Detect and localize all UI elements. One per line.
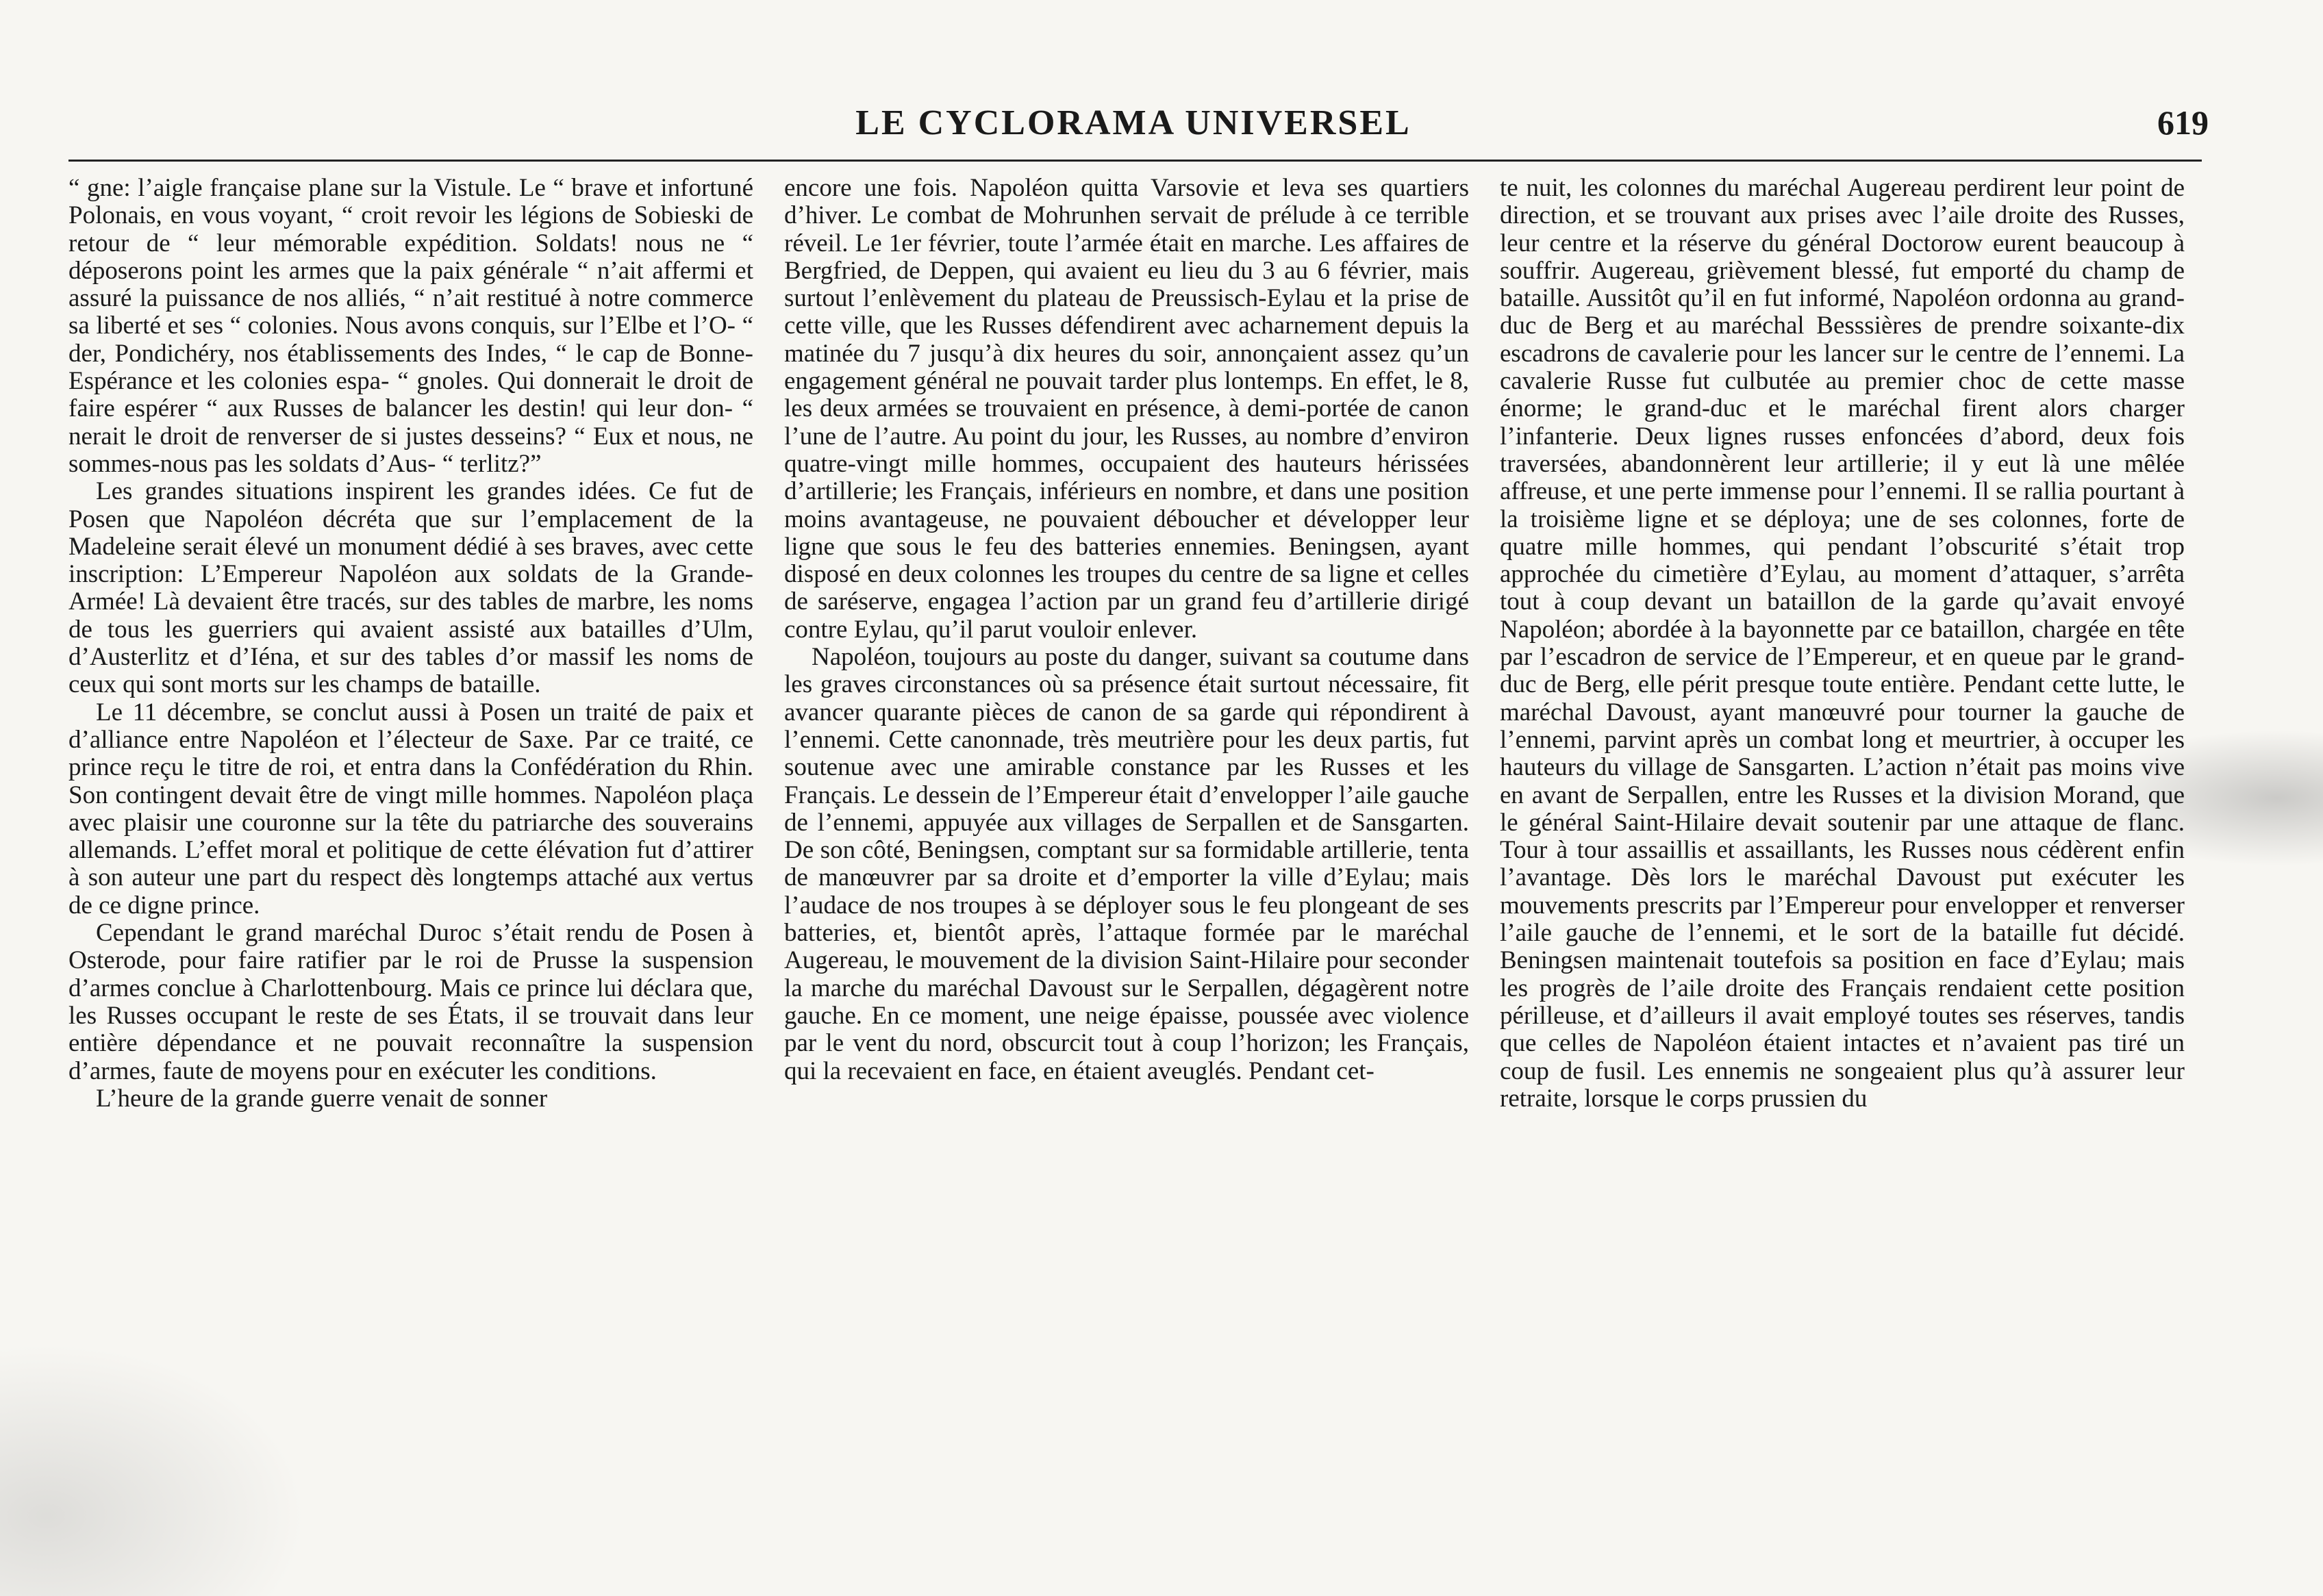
text-column-2 [784,175,1469,1475]
paragraph: Le 11 décembre, se conclut aussi à Posen un traité de paix et d’alliance entre Napoléon et l’électeur de Saxe. Par ce traité, ce prince reçu le titre de roi, et entra dans la Confédération du Rhin. Son contingent devait être de vingt mille hommes. Napoléon plaça avec plaisir une couronne sur la tête du patriarche des souverains allemands. L’effet moral et politique de cette élévation fut d’attirer à son auteur une part du respect dès longtemps attaché aux vertus de ce digne prince. [68,698,753,920]
header-rule [68,160,2202,162]
paragraph: L’heure de la grande guerre venait de sonner [96,1084,548,1113]
page-number: 619 [2157,103,2209,142]
paragraph: encore une fois. Napoléon quitta Varsovie et leva ses quartiers d’hiver. Le combat de Mohrunhen servait de prélude à ce terrible réveil. Le 1er février, toute l’armée était en marche. Les affaires de Bergfried, de Deppen, qui avaient eu lieu du 3 au 6 février, mais surtout l’enlèvement du plateau de Preussisch-Eylau et la prise de cette ville, que les Russes défendirent avec acharnement depuis la matinée du 7 jusqu’à dix heures du soir, annonçaient assez qu’un engagement général ne pouvait tarder plus lontemps. En effet, le 8, les deux armées se trouvaient en présence, à demi-portée de canon l’une de l’autre. Au point du jour, les Russes, au nombre d’environ quatre-vingt mille hommes, occupaient des hauteurs hérissées d’artillerie; les Français, inférieurs en nombre, et dans une position moins avantageuse, ne pouvaient déboucher et développer leur ligne que sous le feu des batteries ennemies. Beningsen, ayant disposé en deux colonnes les troupes du centre de sa ligne et celles de saréserve, engagea l’action par un grand feu d’artillerie dirigé contre Eylau, qu’il parut vouloir enlever. [784,175,1469,644]
paragraph: “ gne: l’aigle française plane sur la Vistule. Le “ brave et infortuné Polonais, en vous voyant, “ croit revoir les légions de Sobieski de retour de “ leur mémorable expédition. Soldats! nous ne “ déposerons point les armes que la paix générale “ n’ait affermi et assuré la puissance de nos alliés, “ n’ait restitué à notre commerce sa liberté et ses “ colonies. Nous avons conquis, sur l’Elbe et l’O- “ der, Pondichéry, nos établissements des Indes, “ le cap de Bonne-Espérance et les colonies espa- “ gnoles. Qui donnerait le droit de faire espérer “ aux Russes de balancer les destin! qui leur don- “ nerait le droit de renverser de si justes desseins? “ Eux et nous, ne sommes-nous pas les soldats d’Aus- “ terlitz?” [68,175,753,478]
paragraph: Cependant le grand maréchal Duroc s’était rendu de Posen à Osterode, pour faire ratifier par le roi de Prusse la suspension d’armes conclue à Charlottenbourg. Mais ce prince lui déclara que, les Russes occupant le reste de ses États, il se trouvait dans leur entière dépendance et ne pouvait reconnaître la suspension d’armes, faute de moyens pour en exécuter les conditions. [68,919,753,1085]
running-header [68,103,2209,151]
paragraph: Les grandes situations inspirent les grandes idées. Ce fut de Posen que Napoléon décréta que sur l’emplacement de la Madeleine serait élevé un monument dédié à ses braves, avec cette inscription: L’Empereur Napoléon aux soldats de la Grande-Armée! Là devaient être tracés, sur des tables de marbre, les noms de tous les guerriers qui avaient assisté aux batailles d’Ulm, d’Austerlitz et d’Iéna, et sur des tables d’or massif les noms de ceux qui sont morts sur les champs de bataille. [68,477,753,699]
text-column-3 [1500,175,2185,1475]
text-column-1 [68,175,753,1475]
paragraph: te nuit, les colonnes du maréchal Augereau perdirent leur point de direction, et se trouvant aux prises avec l’aile droite des Russes, leur centre et la réserve du général Doctorow eurent beaucoup à souffrir. Augereau, grièvement blessé, fut emporté du champ de bataille. Aussitôt qu’il en fut informé, Napoléon ordonna au grand-duc de Berg et au maréchal Besssières de prendre soixante-dix escadrons de cavalerie pour les lancer sur le centre de l’ennemi. La cavalerie Russe fut culbutée au premier choc de cette masse énorme; le grand-duc et le maréchal firent alors charger l’infanterie. Deux lignes russes enfoncées d’abord, deux fois traversées, abandonnèrent leur artillerie; il y eut là une mêlée affreuse, et une perte immense pour l’ennemi. Il se rallia pourtant à la troisième ligne et se déploya; une de ses colonnes, forte de quatre mille hommes, qui pendant l’obscurité s’était trop approchée du cimetière d’Eylau, au moment d’attaquer, s’arrêta tout à coup devant un bataillon de la garde qu’avait envoyé Napoléon; abordée à la bayonnette par ce bataillon, chargée en tête par l’escadron de service de l’Empereur, et en queue par le grand-duc de Berg, elle périt presque toute entière. Pendant cette lutte, le maréchal Davoust, ayant manœuvré pour tourner la gauche de l’ennemi, parvint après un combat long et meurtrier, à occuper les hauteurs du village de Sansgarten. L’action n’était pas moins vive en avant de Serpallen, entre les Russes et la division Morand, que le général Saint-Hilaire devait soutenir par une attaque de flanc. Tour à tour assaillis et assaillants, les Russes nous cédèrent enfin l’avantage. Dès lors le maréchal Davoust put exécuter les mouvements prescrits par l’Empereur pour envelopper et renverser l’aile gauche de l’ennemi, et le sort de la bataille fut décidé. Beningsen maintenait toutefois sa position en face d’Eylau; mais les progrès de l’aile droite des Français rendaient cette position périlleuse, et d’ailleurs il avait employé toutes ses réserves, tandis que celles de Napoléon étaient intactes et n’avaient pas tiré un coup de fusil. Les ennemis ne songeaient plus qu’à assurer leur retraite, lorsque le corps prussien du [1500,175,2185,1113]
paragraph: Napoléon, toujours au poste du danger, suivant sa coutume dans les graves circonstances où sa présence était surtout nécessaire, fit avancer quarante pièces de canon de sa garde qui répondirent à l’ennemi. Cette canonnade, très meutrière pour les deux partis, fut soutenue avec une amirable constance par les Russes et les Français. Le dessein de l’Empereur était d’envelopper l’aile gauche de l’ennemi, appuyée aux villages de Serpallen et de Sansgarten. De son côté, Beningsen, comptant sur sa formidable artillerie, tenta de manœuvrer par sa droite et d’emporter la ville d’Eylau; mais l’audace de nos troupes à se déployer sous le feu plongeant de ses batteries, et, bientôt après, l’attaque formée par le maréchal Augereau, le mouvement de la division Saint-Hilaire pour seconder la marche du maréchal Davoust sur le Serpallen, dégagèrent notre gauche. En ce moment, une neige épaisse, poussée avec violence par le vent du nord, obscurcit tout à coup l’horizon; les Français, qui la recevaient en face, en étaient aveuglés. Pendant cet- [784,643,1469,1085]
journal-title: LE CYCLORAMA UNIVERSEL [855,103,1411,142]
